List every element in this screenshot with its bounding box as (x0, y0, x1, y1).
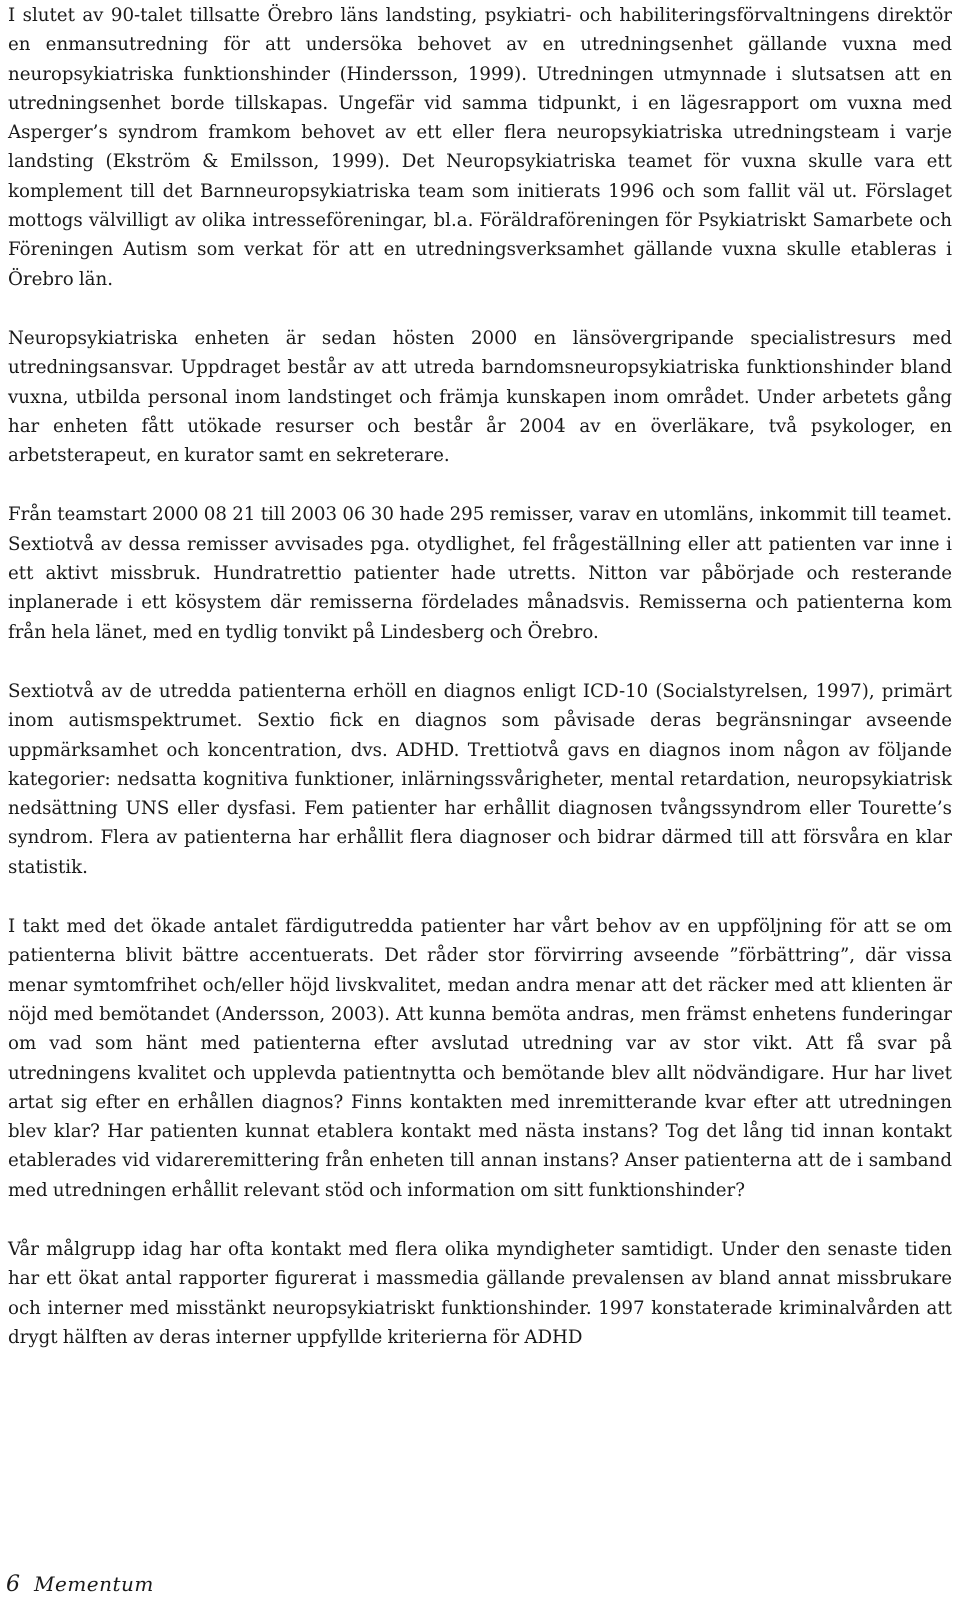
paragraph-follow-up-questions: I takt med det ökade antalet färdigutredda patienter har vårt behov av en uppföljning för att se om patienterna blivit bättre accentuerats. Det råder stor förvirring avseende ”förbättring”, där vissa menar symtomfrihet och/eller höjd livskvalitet, medan andra menar att det räcker med att klienten är nöjd med bemötandet (Andersson, 2003). Att kunna bemöta andras, men främst enhetens funderingar om vad som hänt med patienterna efter avslutad utredning var av stor vikt. Att få svar på utredningens kvalitet och upplevda patientnytta och bemötande blev allt nödvändigare. Hur har livet artat sig efter en erhållen diagnos? Finns kontakten med inremitterande kvar efter att utredningen blev klar? Har patienten kunnat etablera kontakt med nästa instans? Tog det lång tid innan kontakt etablerades vid vidareremittering från enheten till annan instans? Anser patienterna att de i samband med utredningen erhållit relevant stöd och information om sitt funktionshinder? (8, 916, 952, 1201)
paragraph-unit-description: Neuropsykiatriska enheten är sedan hösten 2000 en länsövergripande specialistresurs med utredningsansvar. Uppdraget består av att utreda barndomsneuropsykiatriska funktionshinder bland vuxna, utbilda personal inom landstinget och främja kunskapen inom området. Under arbetets gång har enheten fått utökade resurser och består år 2004 av en överläkare, två psykologer, en arbetsterapeut, en kurator samt en sekreterare. (8, 327, 952, 467)
paragraph-referral-statistics: Från teamstart 2000 08 21 till 2003 06 30 hade 295 remisser, varav en utomläns, inkommit till teamet. Sextiotvå av dessa remisser avvisades pga. otydlighet, fel frågeställning eller att patienten var inne i ett aktivt missbruk. Hundratrettio patienter hade utretts. Nitton var påbörjade och resterande inplanerade i ett kösystem där remisserna fördelades månadsvis. Remisserna och patienterna kom från hela länet, med en tydlig tonvikt på Lindesberg och Örebro. (8, 504, 952, 643)
page-footer (6, 1572, 154, 1597)
journal-name: Mementum (34, 1572, 154, 1596)
paragraph-diagnoses: Sextiotvå av de utredda patienterna erhöll en diagnos enligt ICD-10 (Socialstyrelsen, 1997), primärt inom autismspektrumet. Sextio fick en diagnos som påvisade deras begränsningar avseende uppmärksamhet och koncentration, dvs. ADHD. Trettiotvå gavs en diagnos inom någon av följande kategorier: nedsatta kognitiva funktioner, inlärningssvårigheter, mental retardation, neuropsykiatrisk nedsättning UNS eller dysfasi. Fem patienter har erhållit diagnosen tvångssyndrom eller Tourette’s syndrom. Flera av patienterna har erhållit flera diagnoser och bidrar därmed till att försvåra en klar statistik. (8, 680, 952, 878)
document-page (8, 0, 952, 1382)
page-number: 6 (6, 1572, 20, 1597)
paragraph-target-group: Vår målgrupp idag har ofta kontakt med flera olika myndigheter samtidigt. Under den senaste tiden har ett ökat antal rapporter figurerat i massmedia gällande prevalensen av bland annat missbrukare och interner med misstänkt neuropsykiatriskt funktionshinder. 1997 konstaterade kriminalvården att drygt hälften av deras interner uppfyllde kriterierna för ADHD (8, 1238, 952, 1348)
paragraph-background: I slutet av 90-talet tillsatte Örebro läns landsting, psykiatri- och habiliteringsförvaltningens direktör en enmansutredning för att undersöka behovet av en utredningsenhet gällande vuxna med neuropsykiatriska funktionshinder (Hindersson, 1999). Utredningen utmynnade i slutsatsen att en utredningsenhet borde tillskapas. Ungefär vid samma tidpunkt, i en lägesrapport om vuxna med Asperger’s syndrom framkom behovet av ett eller flera neuropsykiatriska utredningsteam i varje landsting (Ekström & Emilsson, 1999). Det Neuropsykiatriska teamet för vuxna skulle vara ett komplement till det Barnneuropsykiatriska team som initierats 1996 och som fallit väl ut. Förslaget mottogs välvilligt av olika intresseföreningar, bl.a. Föräldraföreningen för Psykiatriskt Samarbete och Föreningen Autism som verkat för att en utredningsverksamhet gällande vuxna skulle etableras i Örebro län. (8, 5, 952, 290)
